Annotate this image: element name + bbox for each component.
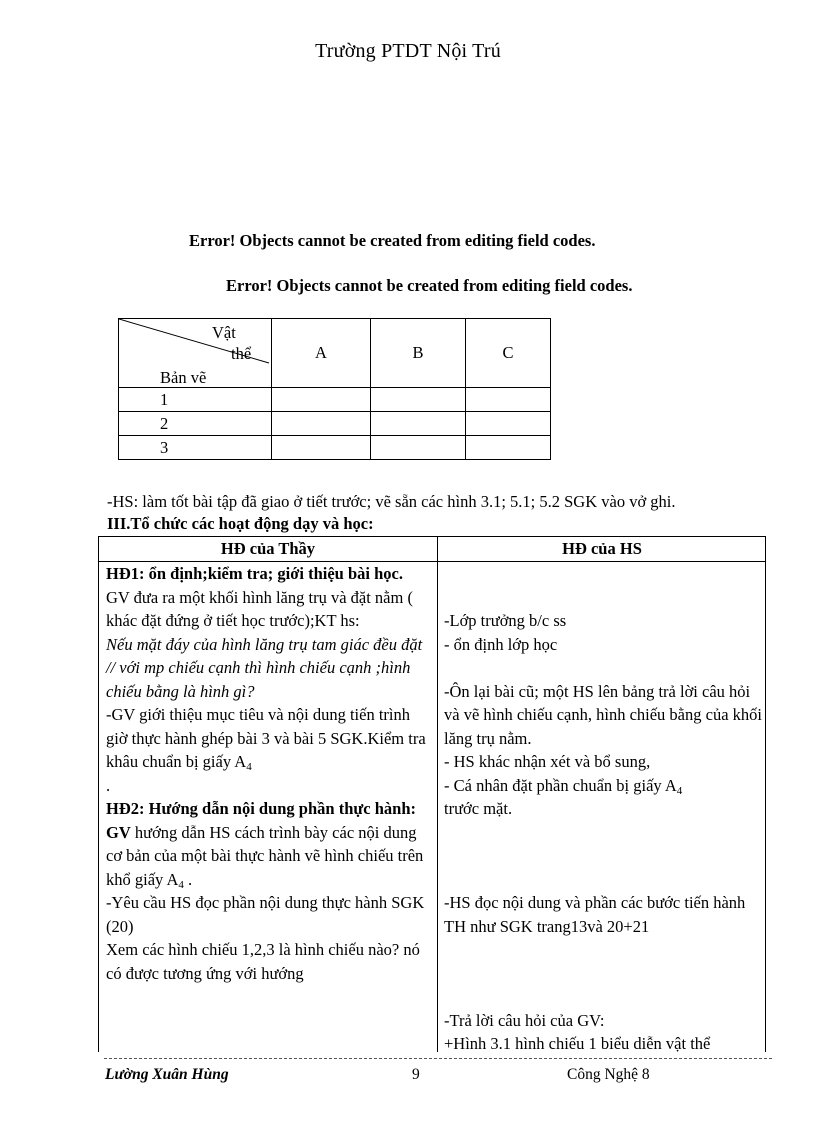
footer-divider xyxy=(104,1058,772,1059)
student-step-3: -Ôn lại bài cũ; một HS lên bảng trả lời câu hỏi và vẽ hình chiếu cạnh, hình chiếu bằng của khối lăng trụ nằm. xyxy=(444,681,762,748)
corner-label-drawing: Bản vẽ xyxy=(160,368,207,387)
student-step-8: -Trả lời câu hỏi của GV: xyxy=(444,1010,605,1030)
row-label-2: 2 xyxy=(119,412,272,436)
column-header-b: B xyxy=(371,319,466,388)
table-cell xyxy=(466,436,551,460)
field-code-error-2: Error! Objects cannot be created from editing field codes. xyxy=(226,276,633,295)
column-header-c: C xyxy=(466,319,551,388)
teacher-column-header: HĐ của Thầy xyxy=(220,539,316,558)
diagonal-header-cell xyxy=(119,319,272,388)
page-header-title: Trường PTDT Nội Trú xyxy=(315,40,501,62)
paper-size-subscript: 4 xyxy=(676,784,683,797)
teacher-step-3-text: hướng dẫn HS cách trình bày các nội dung cơ bản của một bài thực hành vẽ hình chiếu trên khổ giấy A xyxy=(106,822,424,889)
teacher-step-3 xyxy=(106,821,430,892)
table-cell xyxy=(272,436,371,460)
student-step-2: - ổn định lớp học xyxy=(444,634,558,654)
teacher-step-5: Xem các hình chiếu 1,2,3 là hình chiếu nào? nó có được tương ứng với hướng xyxy=(106,940,420,983)
teacher-step-2-end: . xyxy=(106,775,111,795)
teacher-abbrev: GV xyxy=(106,822,131,842)
table-row xyxy=(119,388,551,412)
table-cell xyxy=(272,388,371,412)
student-step-6: trước mặt. xyxy=(444,799,513,818)
row-label-3: 3 xyxy=(119,436,272,460)
teacher-activities xyxy=(106,562,430,985)
object-drawing-table xyxy=(118,318,551,460)
student-step-5 xyxy=(444,774,762,798)
table-cell xyxy=(272,412,371,436)
hd1-title: HĐ1: ổn định;kiểm tra; giới thiệu bài học. xyxy=(106,564,403,583)
table-cell xyxy=(466,412,551,436)
column-divider xyxy=(437,537,438,1052)
student-step-7: -HS đọc nội dung và phần các bước tiến hành TH như SGK trang13và 20+21 xyxy=(444,893,746,936)
student-step-4: - HS khác nhận xét và bổ sung, xyxy=(444,752,651,771)
section-heading: III.Tổ chức các hoạt động dạy và học: xyxy=(107,514,374,533)
teacher-step-3-end: . xyxy=(183,869,193,889)
teacher-question: Nếu mặt đáy của hình lăng trụ tam giác đều đặt // với mp chiếu cạnh thì hình chiếu cạnh ;hình chiếu bằng là hình gì? xyxy=(106,634,423,701)
activity-table xyxy=(98,536,766,1052)
field-code-error-1: Error! Objects cannot be created from editing field codes. xyxy=(189,231,596,250)
student-preparation: -HS: làm tốt bài tập đã giao ở tiết trước; vẽ sẵn các hình 3.1; 5.1; 5.2 SGK vào vở ghi. xyxy=(107,492,676,511)
hd2-title: HĐ2: Hướng dẫn nội dung phần thực hành: xyxy=(106,799,417,818)
table-cell xyxy=(371,388,466,412)
footer-subject: Công Nghệ 8 xyxy=(567,1066,650,1083)
student-activities xyxy=(444,562,762,1056)
table-row xyxy=(119,436,551,460)
student-step-9: +Hình 3.1 hình chiếu 1 biểu diễn vật thể xyxy=(444,1034,711,1053)
row-label-1: 1 xyxy=(119,388,272,412)
table-header-row xyxy=(119,319,551,388)
table-cell xyxy=(371,436,466,460)
teacher-step-1: GV đưa ra một khối hình lăng trụ và đặt nằm ( khác đặt đứng ở tiết học trước);KT hs: xyxy=(106,587,413,630)
teacher-step-2 xyxy=(106,703,430,774)
table-row xyxy=(119,412,551,436)
table-cell xyxy=(466,388,551,412)
table-cell xyxy=(371,412,466,436)
corner-label-object-2: thể xyxy=(231,344,252,363)
corner-label-object: Vật xyxy=(212,323,236,342)
student-step-1: -Lớp trưởng b/c ss xyxy=(444,611,567,630)
teacher-step-4: -Yêu cầu HS đọc phần nội dung thực hành SGK (20) xyxy=(106,893,425,936)
teacher-step-2-text: -GV giới thiệu mục tiêu và nội dung tiến trình giờ thực hành ghép bài 3 và bài 5 SGK.Kiểm tra khâu chuẩn bị giấy A xyxy=(106,705,426,771)
paper-size-subscript: 4 xyxy=(178,878,184,891)
paper-size-subscript: 4 xyxy=(246,761,252,773)
footer-page-number: 9 xyxy=(412,1066,420,1083)
student-column-header: HĐ của HS xyxy=(562,539,642,558)
student-step-5-text: - Cá nhân đặt phần chuẩn bị giấy A xyxy=(444,775,677,795)
column-header-a: A xyxy=(272,319,371,388)
footer-author: Lường Xuân Hùng xyxy=(105,1066,229,1083)
